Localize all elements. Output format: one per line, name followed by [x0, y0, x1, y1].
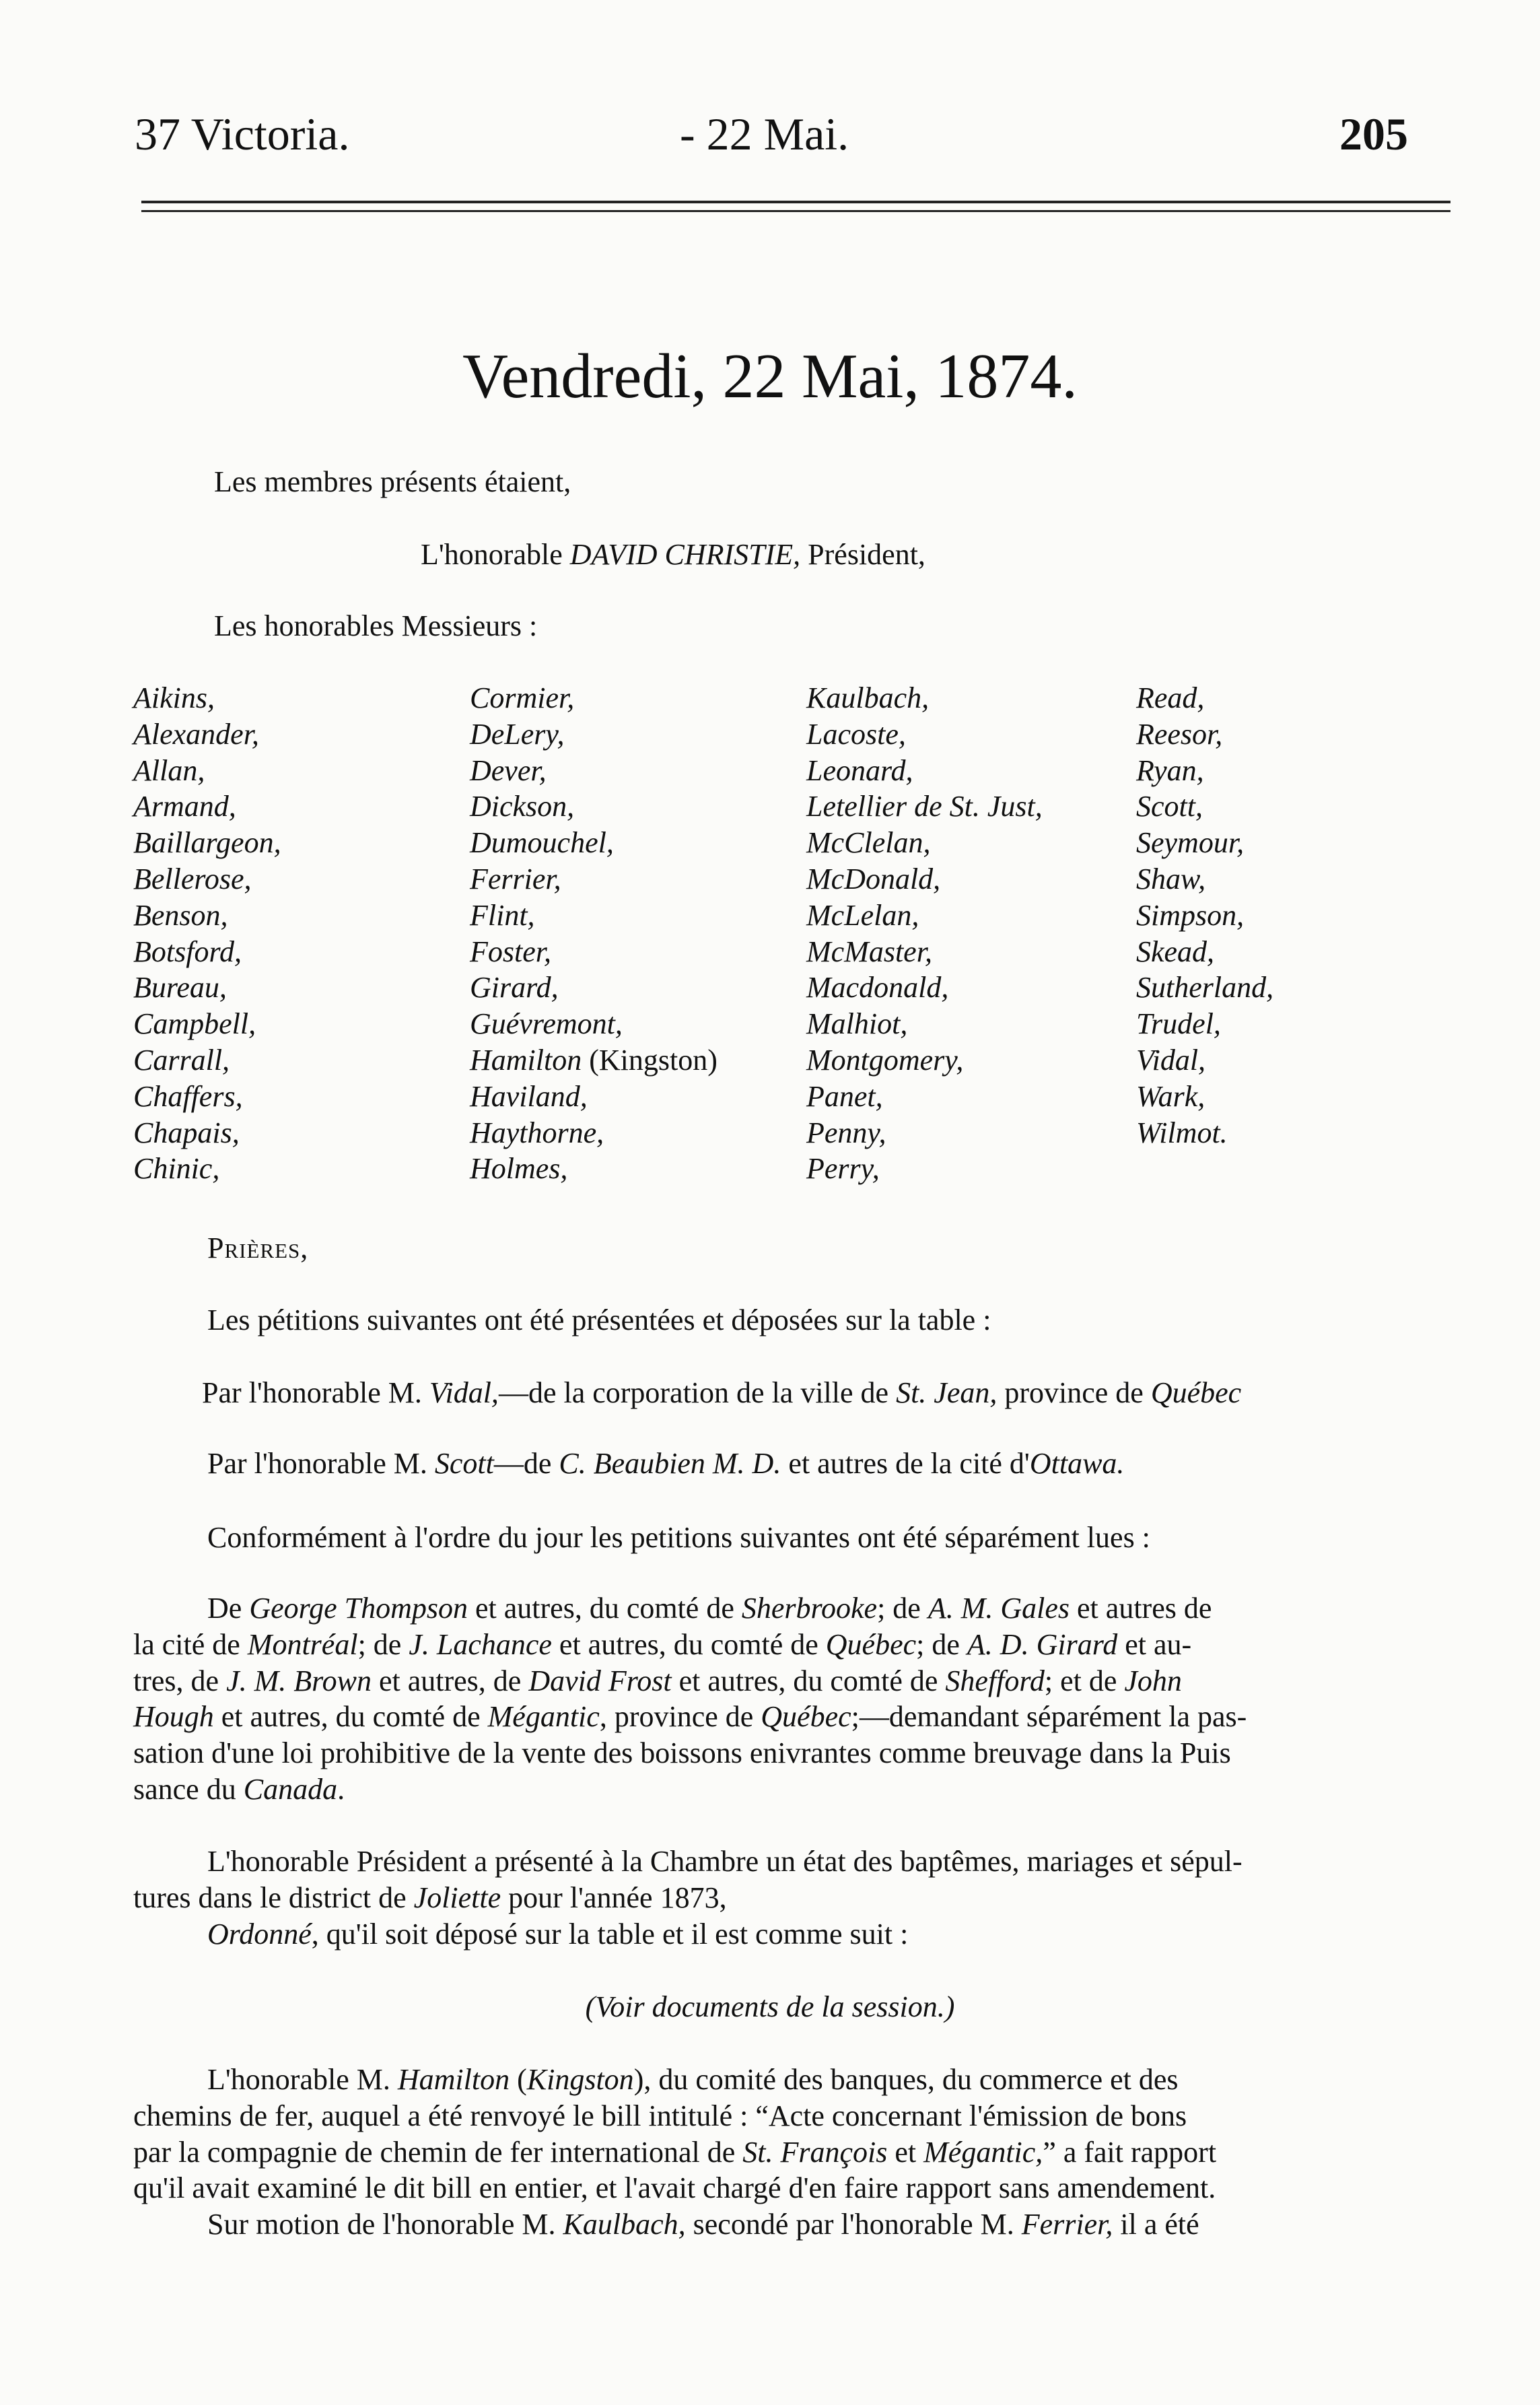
member-name: Panet, — [806, 1079, 883, 1113]
text-run: —de — [493, 1447, 552, 1480]
text-run: Québec — [825, 1627, 917, 1661]
text-line: chemins de fer, auquel a été renvoyé le bill intitulé : “Acte concernant l'émission de bons — [133, 2099, 1187, 2132]
member-name: Hamilton — [470, 1043, 582, 1077]
text-run: ; de — [916, 1627, 967, 1661]
voir-documents: (Voir documents de la session.) — [585, 1990, 955, 2023]
member-name: Lacoste, — [806, 717, 906, 751]
member-name: Aikins, — [133, 681, 215, 714]
member-name: Haviland, — [470, 1079, 588, 1113]
text-run: ; de — [877, 1592, 928, 1625]
text-run: et autres, de — [371, 1664, 529, 1697]
text-line: sation d'une loi prohibitive de la vente des boissons enivrantes comme breuvage dans la Puis — [133, 1736, 1231, 1770]
member-name: McClelan, — [806, 826, 931, 860]
text-run: Ottawa. — [1029, 1447, 1125, 1480]
text-run: Scott — [434, 1447, 494, 1480]
member-name: Haythorne, — [470, 1116, 604, 1149]
member-name: Allan, — [133, 753, 205, 787]
text-run: Hamilton — [397, 2063, 510, 2096]
member-name: Dever, — [470, 753, 547, 787]
text-run: Par l'honorable M. — [202, 1376, 422, 1409]
member-name: Seymour, — [1136, 826, 1245, 860]
text-run: et autres de — [1070, 1592, 1212, 1625]
member-name: McMaster, — [806, 935, 932, 968]
members-column-4 — [1136, 680, 1273, 1151]
member-name: Leonard, — [806, 753, 913, 787]
member-name: Ryan, — [1136, 753, 1204, 787]
text-run: Sherbrooke — [741, 1592, 878, 1625]
messieurs-line: Les honorables Messieurs : — [214, 609, 538, 642]
page-title: Vendredi, 22 Mai, 1874. — [462, 341, 1078, 411]
text-run: Québec — [761, 1700, 851, 1734]
text-run: Kingston — [526, 2063, 634, 2096]
text-run: C. Beaubien M. D. — [559, 1447, 781, 1480]
member-name: Flint, — [470, 898, 535, 932]
members-column-2 — [470, 680, 718, 1187]
member-name: Armand, — [133, 790, 236, 823]
member-name: Montgomery, — [806, 1043, 964, 1077]
member-name: Chaffers, — [133, 1079, 243, 1113]
text-run: Ordonné — [207, 1917, 312, 1951]
text-run: J. Lachance — [409, 1627, 552, 1661]
member-name: Girard, — [470, 971, 559, 1005]
members-column-3 — [806, 680, 1043, 1187]
president-suffix: Président, — [808, 538, 925, 571]
member-name: McDonald, — [806, 862, 941, 895]
text-run: A. M. Gales — [928, 1592, 1070, 1625]
member-name: Penny, — [806, 1116, 886, 1149]
member-name: Cormier, — [470, 681, 575, 714]
text-line — [133, 2134, 1463, 2171]
member-name-hamilton — [470, 1042, 718, 1079]
text-run: Kaulbach, — [563, 2208, 686, 2241]
header-rule-bottom — [141, 210, 1450, 212]
member-name: Ferrier, — [470, 862, 561, 895]
text-run: St. Jean, — [896, 1376, 998, 1409]
member-name: Reesor, — [1136, 717, 1223, 751]
member-name: Macdonald, — [806, 971, 949, 1005]
text-run: J. M. Brown — [226, 1664, 372, 1697]
text-run: Sur motion de l'honorable M. — [207, 2208, 563, 2241]
text-line — [133, 1916, 1463, 1953]
member-name: Guévremont, — [470, 1007, 623, 1041]
text-run: tres, de — [133, 1664, 227, 1697]
member-name: DeLery, — [470, 717, 565, 751]
paragraph-committee-report — [133, 2062, 1463, 2243]
member-name: Alexander, — [133, 717, 259, 751]
members-column-1 — [133, 680, 281, 1187]
text-line — [133, 1699, 1463, 1735]
member-name: Letellier de St. Just, — [806, 790, 1043, 823]
member-name: Wark, — [1136, 1079, 1205, 1113]
text-run: St. François — [742, 2135, 888, 2169]
member-name: Trudel, — [1136, 1007, 1221, 1041]
text-run: et autres, du comté de — [213, 1700, 488, 1734]
text-run: Mégantic — [487, 1700, 600, 1734]
member-name: Dumouchel, — [470, 826, 614, 860]
member-name: Wilmot. — [1136, 1116, 1228, 1149]
text-run: , qu'il soit déposé sur la table et il est comme suit : — [311, 1917, 909, 1951]
text-run: Mégantic, — [923, 2135, 1043, 2169]
text-run: et — [887, 2135, 924, 2169]
text-run: Montréal — [247, 1627, 358, 1661]
text-run: Québec — [1150, 1376, 1242, 1409]
member-name: Benson, — [133, 898, 228, 932]
text-run: ; et de — [1044, 1664, 1125, 1697]
text-run: , province de — [599, 1700, 761, 1734]
text-run: tures dans le district de — [133, 1881, 414, 1914]
text-run: Vidal, — [429, 1376, 499, 1409]
text-run: Joliette — [413, 1881, 501, 1914]
text-run: John — [1124, 1664, 1182, 1697]
text-line: L'honorable Président a présenté à la Chambre un état des baptêmes, mariages et sépul- — [207, 1845, 1242, 1878]
text-line — [133, 1590, 1463, 1627]
petition-vidal — [202, 1376, 1241, 1410]
member-name: Bellerose, — [133, 862, 252, 895]
member-name: Sutherland, — [1136, 971, 1274, 1005]
text-run: A. D. Girard — [967, 1627, 1118, 1661]
member-name: Vidal, — [1136, 1043, 1206, 1077]
text-run: De — [207, 1592, 250, 1625]
member-name: Chinic, — [133, 1152, 220, 1186]
prieres-heading: Prières, — [207, 1231, 309, 1264]
text-run: et autres de la cité d' — [788, 1447, 1030, 1480]
text-run: ; de — [357, 1627, 409, 1661]
text-run: Par l'honorable M. — [207, 1447, 427, 1480]
text-run: par la compagnie de chemin de fer international de — [133, 2135, 743, 2169]
text-run: David Frost — [528, 1664, 672, 1697]
member-name: Malhiot, — [806, 1007, 908, 1041]
member-name: Skead, — [1136, 935, 1215, 968]
present-intro: Les membres présents étaient, — [214, 465, 571, 498]
page-number: 205 — [1339, 108, 1408, 160]
paragraph-petitions-read — [133, 1590, 1463, 1808]
member-name: Carrall, — [133, 1043, 230, 1077]
president-prefix: L'honorable — [421, 538, 563, 571]
member-name: Shaw, — [1136, 862, 1206, 895]
member-riding-note: (Kingston) — [589, 1043, 718, 1077]
text-run: sance du — [133, 1772, 244, 1806]
conformement-line: Conformément à l'ordre du jour les petitions suivantes ont été séparément lues : — [207, 1521, 1150, 1554]
petition-scott — [207, 1446, 1124, 1481]
member-name: Baillargeon, — [133, 826, 281, 860]
text-run: province de — [1004, 1376, 1144, 1409]
member-name: Campbell, — [133, 1007, 256, 1041]
member-name: Foster, — [470, 935, 551, 968]
member-name: Dickson, — [470, 790, 575, 823]
text-run: il a été — [1113, 2208, 1199, 2241]
text-run: —de la corporation de la ville de — [498, 1376, 889, 1409]
text-run: et autres, du comté de — [468, 1592, 742, 1625]
text-run: la cité de — [133, 1627, 248, 1661]
member-name: Scott, — [1136, 790, 1203, 823]
text-run: . — [337, 1772, 345, 1806]
president-name: DAVID CHRISTIE, — [569, 538, 801, 571]
member-name: Perry, — [806, 1152, 880, 1186]
member-name: McLelan, — [806, 898, 919, 932]
text-run: et autres, du comté de — [671, 1664, 946, 1697]
text-line — [133, 1627, 1463, 1663]
text-run: George Thompson — [249, 1592, 468, 1625]
member-name: Kaulbach, — [806, 681, 930, 714]
header-rule-top — [141, 201, 1450, 203]
text-run: pour l'année 1873, — [501, 1881, 727, 1914]
text-run: ), du comité des banques, du commerce et des — [633, 2063, 1179, 2096]
member-name: Botsford, — [133, 935, 242, 968]
text-line — [133, 1771, 1463, 1808]
text-line — [133, 1880, 1463, 1916]
member-name: Read, — [1136, 681, 1205, 714]
text-line — [133, 1663, 1463, 1699]
text-run: secondé par l'honorable M. — [685, 2208, 1022, 2241]
header-date: - 22 Mai. — [680, 108, 849, 160]
text-run: L'honorable M. — [207, 2063, 398, 2096]
text-run: et autres, du comté de — [551, 1627, 826, 1661]
text-run: ” a fait rapport — [1043, 2135, 1217, 2169]
petitions-intro: Les pétitions suivantes ont été présentées et déposées sur la table : — [207, 1303, 991, 1336]
president-line — [421, 537, 925, 572]
text-run: Hough — [133, 1700, 214, 1734]
text-run: Shefford — [945, 1664, 1045, 1697]
text-line — [133, 2206, 1463, 2243]
text-line: qu'il avait examiné le dit bill en entier, et l'avait chargé d'en faire rapport sans amendement. — [133, 2171, 1216, 2205]
text-run: Ferrier, — [1021, 2208, 1113, 2241]
text-run: ;—demandant séparément la pas- — [851, 1700, 1247, 1734]
member-name: Simpson, — [1136, 898, 1245, 932]
text-line — [133, 2062, 1463, 2098]
member-name: Bureau, — [133, 971, 227, 1005]
text-run: ( — [510, 2063, 527, 2096]
member-name: Holmes, — [470, 1152, 568, 1186]
member-name: Chapais, — [133, 1116, 240, 1149]
header-session: 37 Victoria. — [135, 108, 350, 160]
paragraph-president-report — [133, 1843, 1463, 1952]
text-run: Canada — [243, 1772, 338, 1806]
text-run: et au- — [1117, 1627, 1192, 1661]
